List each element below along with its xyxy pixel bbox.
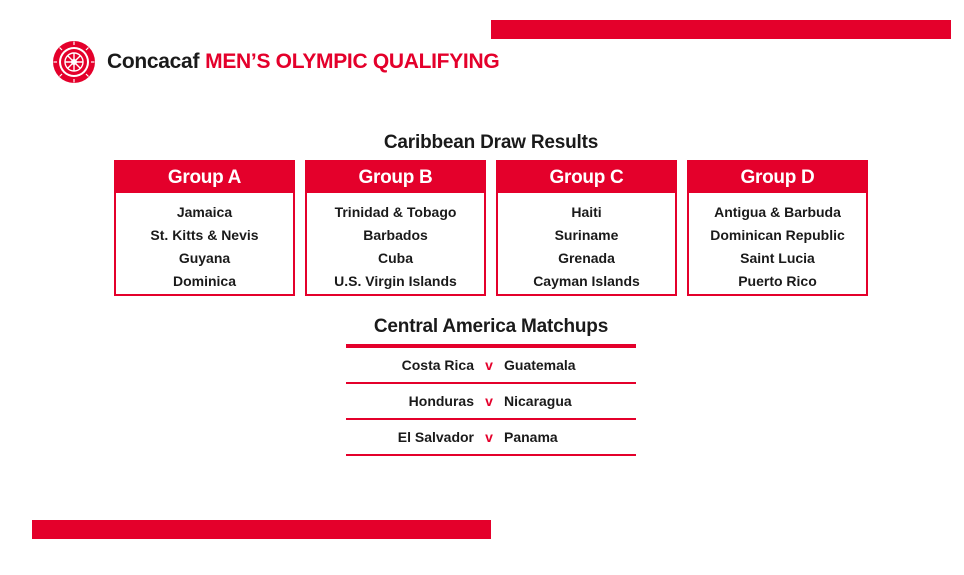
- team-item: Haiti: [571, 204, 602, 220]
- brand-event: MEN’S OLYMPIC QUALIFYING: [205, 50, 500, 73]
- concacaf-crest-icon: [52, 40, 96, 84]
- versus-label: v: [485, 393, 493, 409]
- away-team: Nicaragua: [504, 393, 572, 409]
- header: [52, 40, 499, 84]
- group-card: [687, 160, 868, 296]
- team-item: Cuba: [378, 250, 413, 266]
- team-item: Guyana: [178, 250, 231, 266]
- group-name: Group D: [689, 162, 866, 193]
- versus-label: v: [485, 429, 493, 445]
- team-item: St. Kitts & Nevis: [150, 227, 259, 243]
- away-team: Panama: [504, 429, 558, 445]
- team-item: Cayman Islands: [533, 273, 640, 289]
- away-team: Guatemala: [504, 357, 576, 373]
- central-america-title: Central America Matchups: [373, 316, 609, 337]
- brand-title: [107, 50, 499, 74]
- team-item: Grenada: [558, 250, 615, 266]
- home-team: Honduras: [408, 393, 474, 409]
- team-item: Dominica: [172, 273, 236, 289]
- group-name: Group C: [498, 162, 675, 193]
- group-card: [114, 160, 295, 296]
- matchup-row: [346, 420, 636, 456]
- home-team: Costa Rica: [401, 357, 474, 373]
- brand-org: Concacaf: [107, 50, 200, 73]
- team-list: [498, 193, 675, 293]
- team-item: Saint Lucia: [740, 250, 815, 266]
- team-item: Dominican Republic: [710, 227, 845, 243]
- caribbean-title: Caribbean Draw Results: [383, 132, 599, 153]
- top-accent-bar: [491, 20, 951, 39]
- team-item: Barbados: [363, 227, 428, 243]
- team-item: Antigua & Barbuda: [714, 204, 841, 220]
- group-name: Group B: [307, 162, 484, 193]
- team-item: Puerto Rico: [738, 273, 817, 289]
- group-card: [496, 160, 677, 296]
- team-item: Suriname: [554, 227, 619, 243]
- caribbean-groups: [114, 160, 868, 296]
- matchup-row: [346, 384, 636, 420]
- matchup-row: [346, 348, 636, 384]
- group-card: [305, 160, 486, 296]
- team-list: [116, 193, 293, 293]
- home-team: El Salvador: [397, 429, 474, 445]
- bottom-accent-bar: [32, 520, 491, 539]
- team-list: [307, 193, 484, 293]
- versus-label: v: [485, 357, 493, 373]
- matchups-table: [346, 344, 636, 456]
- team-item: Jamaica: [176, 204, 233, 220]
- group-name: Group A: [116, 162, 293, 193]
- team-item: U.S. Virgin Islands: [334, 273, 457, 289]
- team-item: Trinidad & Tobago: [334, 204, 457, 220]
- team-list: [689, 193, 866, 293]
